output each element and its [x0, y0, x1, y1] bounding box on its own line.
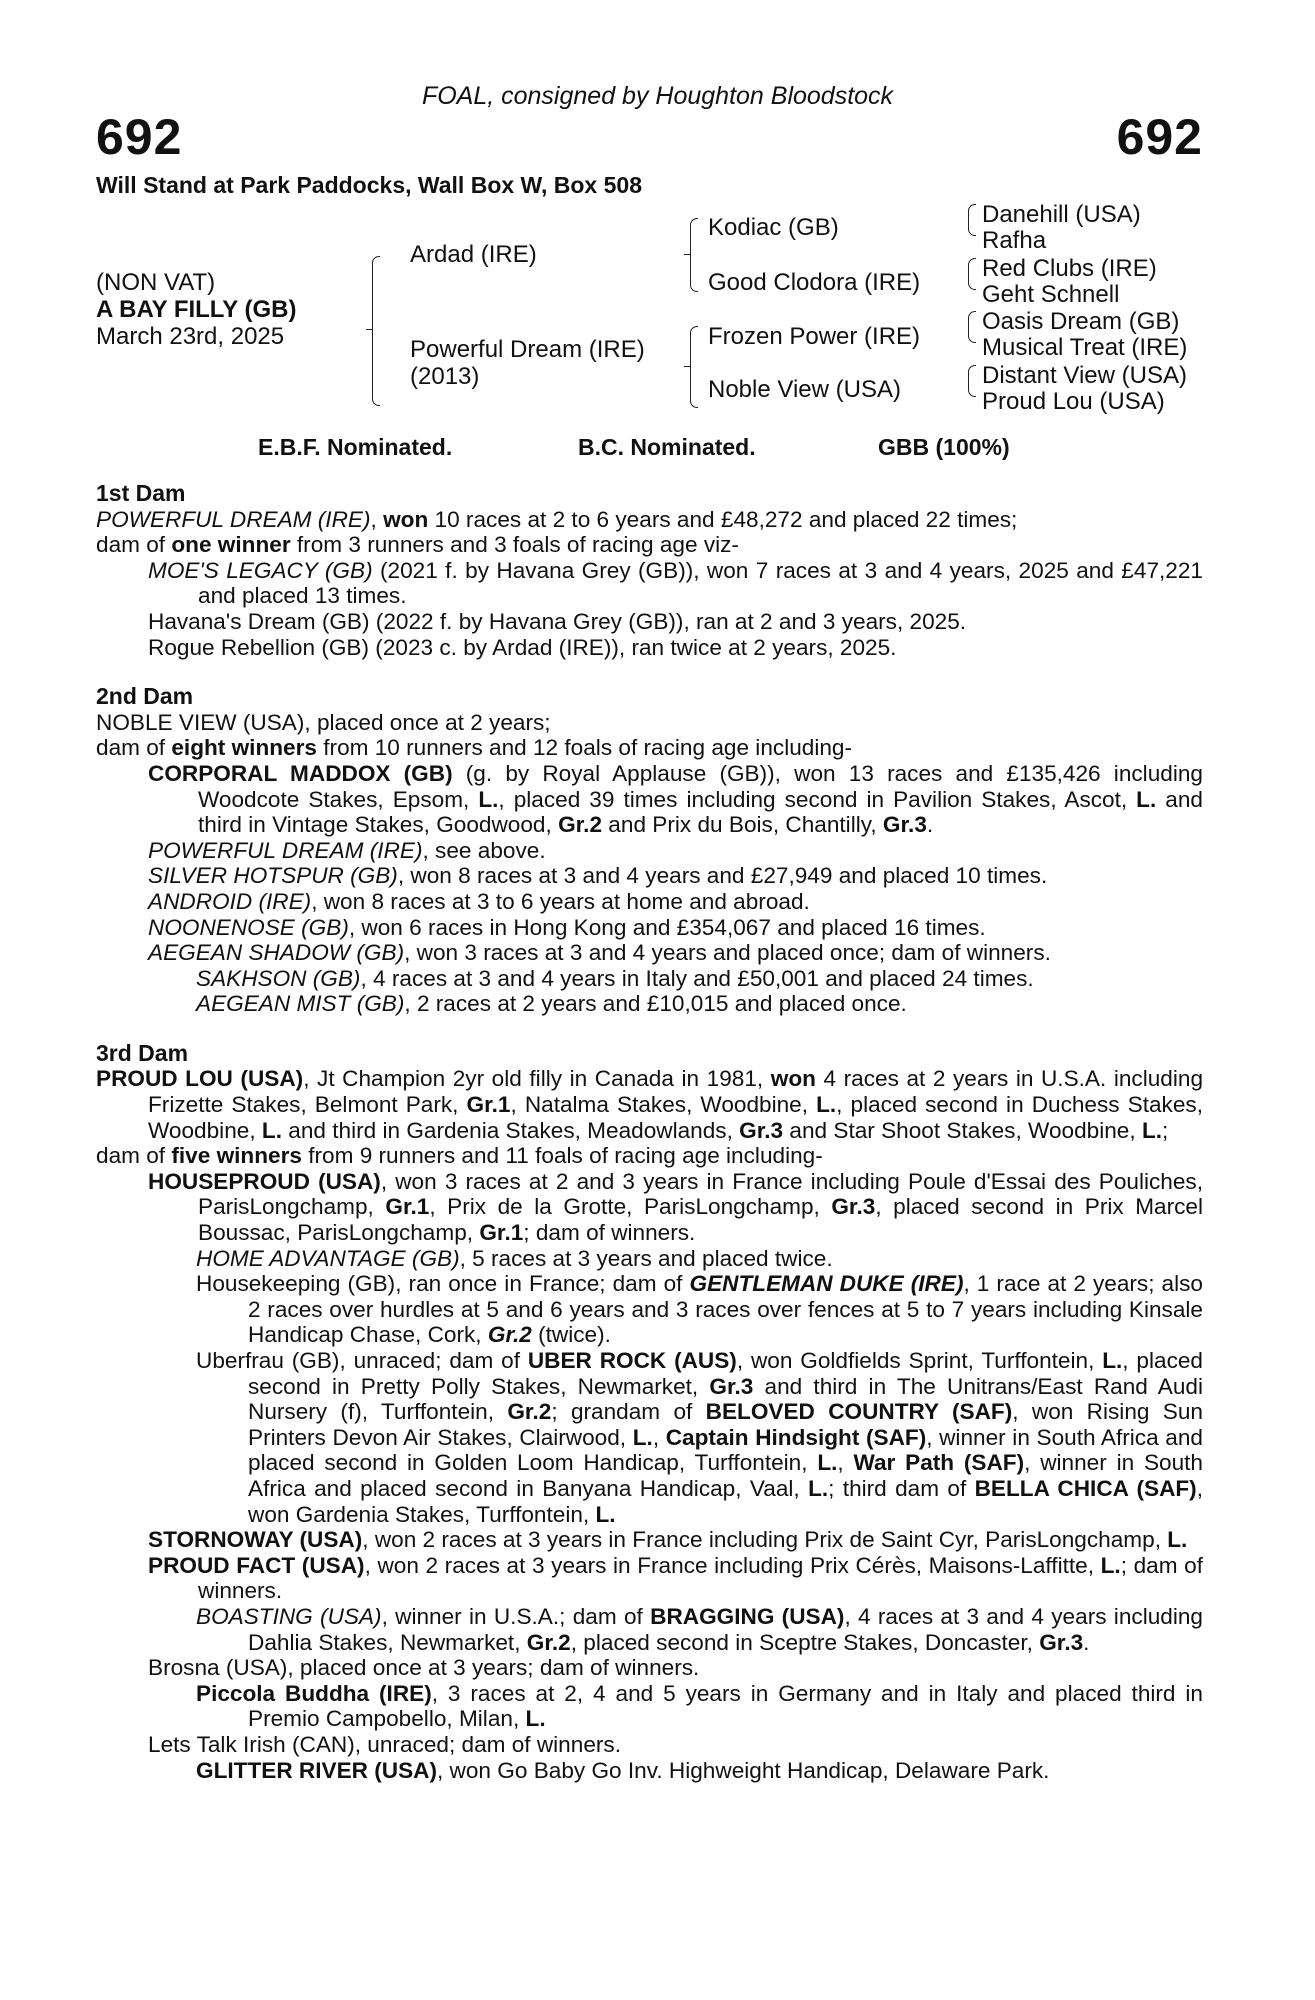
first-dam-foal: Havana's Dream (GB) (2022 f. by Havana Grey (GB)), ran at 2 and 3 years, 2025.	[148, 608, 967, 634]
lot-subject-name: A BAY FILLY (GB)	[96, 296, 297, 323]
produce-record	[96, 481, 1203, 1783]
brace-g3	[968, 311, 976, 343]
third-dam-foal: PROUD FACT (USA), won 2 races at 3 years in France including Prix Cérès, Maisons-Laffitte, L.; dam of winners.	[148, 1552, 1203, 1604]
second-dam-produce-summary: dam of eight winners from 10 runners and 12 foals of racing age including-	[96, 735, 853, 761]
dam-dam: Noble View (USA)	[708, 376, 901, 403]
stabling-location: Will Stand at Park Paddocks, Wall Box W, Box 508	[96, 172, 642, 198]
third-dam-foal: Brosna (USA), placed once at 3 years; dam of winners.	[148, 1655, 700, 1681]
gg-4: Geht Schnell	[982, 281, 1120, 308]
second-dam-foal: AEGEAN SHADOW (GB), won 3 races at 3 and 4 years and placed once; dam of winners.	[148, 940, 1051, 966]
dam: Powerful Dream (IRE)	[410, 336, 645, 363]
gbb-status: GBB (100%)	[878, 434, 1010, 460]
second-dam-foal: POWERFUL DREAM (IRE), see above.	[148, 837, 546, 863]
third-dam-foal: HOUSEPROUD (USA), won 3 races at 2 and 3 years in France including Poule d'Essai des Pouliches, ParisLongchamp, Gr.1, Prix de la Grotte, ParisLongchamp, Gr.3, placed second in Prix Marcel Boussac, ParisLongchamp, Gr.1; dam of winners.	[148, 1168, 1204, 1246]
second-dam-foal: ANDROID (IRE), won 8 races at 3 to 6 years at home and abroad.	[148, 888, 810, 914]
second-dam-foal: CORPORAL MADDOX (GB) (g. by Royal Applause (GB)), won 13 races and £135,426 including Woodcote Stakes, Epsom, L., placed 39 times including second in Pavilion Stakes, Ascot, L. and third in Vintage Stakes, Goodwood, Gr.2 and Prix du Bois, Chantilly, Gr.3.	[148, 760, 1203, 838]
sire-dam: Good Clodora (IRE)	[708, 269, 921, 296]
gg-8: Proud Lou (USA)	[982, 388, 1165, 415]
lot-number-right: 692	[1116, 109, 1203, 165]
third-dam-grandfoal: Uberfrau (GB), unraced; dam of UBER ROCK (AUS), won Goldfields Sprint, Turffontein, L., placed second in Pretty Polly Stakes, Newmarket, Gr.3 and third in The Unitrans/East Rand Audi Nursery (f), Turffontein, Gr.2; grandam of BELOVED COUNTRY (SAF), won Rising Sun Printers Devon Air Stakes, Clairwood, L., Captain Hindsight (SAF), winner in South Africa and placed second in Golden Loom Handicap, Turffontein, L., War Path (SAF), winner in South Africa and placed second in Banyana Handicap, Vaal, L.; third dam of BELLA CHICA (SAF), won Gardenia Stakes, Turffontein, L.	[196, 1348, 1204, 1527]
third-dam-foal: STORNOWAY (USA), won 2 races at 3 years in France including Prix de Saint Cyr, ParisLongchamp, L.	[148, 1527, 1188, 1553]
second-dam-grandfoal: AEGEAN MIST (GB), 2 races at 2 years and £10,015 and placed once.	[196, 991, 907, 1017]
foaling-date: March 23rd, 2025	[96, 323, 285, 350]
sire-sire: Kodiac (GB)	[708, 214, 839, 241]
gg-1: Danehill (USA)	[982, 201, 1141, 228]
brace-dam	[690, 326, 698, 408]
third-dam-grandfoal: Piccola Buddha (IRE), 3 races at 2, 4 and 5 years in Germany and in Italy and placed third in Premio Campobello, Milan, L.	[196, 1680, 1203, 1732]
brace-g1	[968, 204, 976, 236]
third-dam-foal: Lets Talk Irish (CAN), unraced; dam of winners.	[148, 1731, 621, 1757]
third-dam-grandfoal: Housekeeping (GB), ran once in France; dam of GENTLEMAN DUKE (IRE), 1 race at 2 years; also 2 races over hurdles at 5 and 6 years and 3 races over fences at 5 to 7 years including Kinsale Handicap Chase, Cork, Gr.2 (twice).	[196, 1271, 1203, 1348]
first-dam-foal: Rogue Rebellion (GB) (2023 c. by Ardad (IRE)), ran twice at 2 years, 2025.	[148, 634, 897, 660]
third-dam-grandfoal: HOME ADVANTAGE (GB), 5 races at 3 years and placed twice.	[196, 1245, 833, 1271]
first-dam-heading: 1st Dam	[96, 480, 186, 506]
gg-5: Oasis Dream (GB)	[982, 308, 1180, 335]
third-dam-grandfoal: GLITTER RIVER (USA), won Go Baby Go Inv. Highweight Handicap, Delaware Park.	[196, 1757, 1050, 1783]
brace-g4	[968, 365, 976, 397]
brace-g2	[968, 258, 976, 290]
vat-status: (NON VAT)	[96, 269, 216, 296]
second-dam-heading: 2nd Dam	[96, 683, 194, 710]
second-dam-foal: SILVER HOTSPUR (GB), won 8 races at 3 and 4 years and £27,949 and placed 10 times.	[148, 863, 1048, 889]
third-dam-heading: 3rd Dam	[96, 1039, 189, 1066]
second-dam-foal: NOONENOSE (GB), won 6 races in Hong Kong and £354,067 and placed 16 times.	[148, 914, 986, 940]
second-dam-race-record: NOBLE VIEW (USA), placed once at 2 years;	[96, 709, 551, 735]
gg-6: Musical Treat (IRE)	[982, 334, 1188, 361]
gg-7: Distant View (USA)	[982, 362, 1187, 389]
dam-sire: Frozen Power (IRE)	[708, 323, 921, 350]
brace-dam-point	[684, 366, 690, 367]
brace-subject-point	[366, 329, 372, 330]
third-dam-produce-summary: dam of five winners from 9 runners and 11 foals of racing age including-	[96, 1143, 823, 1169]
first-dam-foal: MOE'S LEGACY (GB) (2021 f. by Havana Grey (GB)), won 7 races at 3 and 4 years, 2025 and £47,221 and placed 13 times.	[148, 557, 1203, 609]
brace-sire	[690, 218, 698, 292]
first-dam-race-record: POWERFUL DREAM (IRE), won 10 races at 2 to 6 years and £48,272 and placed 22 times;	[96, 506, 1018, 532]
sire: Ardad (IRE)	[410, 241, 537, 268]
bc-nominated: B.C. Nominated.	[578, 434, 756, 460]
first-dam-produce-summary: dam of one winner from 3 runners and 3 foals of racing age viz-	[96, 532, 739, 558]
third-dam-grandfoal: BOASTING (USA), winner in U.S.A.; dam of BRAGGING (USA), 4 races at 3 and 4 years including Dahlia Stakes, Newmarket, Gr.2, placed second in Sceptre Stakes, Doncaster, Gr.3.	[196, 1603, 1203, 1655]
consignor-line: FOAL, consigned by Houghton Bloodstock	[421, 82, 894, 110]
gg-2: Rafha	[982, 227, 1047, 254]
lot-number-left: 692	[96, 109, 183, 165]
third-dam-race-record: PROUD LOU (USA), Jt Champion 2yr old filly in Canada in 1981, won 4 races at 2 years in U.S.A. including Frizette Stakes, Belmont Park, Gr.1, Natalma Stakes, Woodbine, L., placed second in Duchess Stakes, Woodbine, L. and third in Gardenia Stakes, Meadowlands, Gr.3 and Star Shoot Stakes, Woodbine, L.;	[96, 1066, 1204, 1143]
brace-sire-point	[684, 254, 690, 255]
gg-3: Red Clubs (IRE)	[982, 255, 1157, 282]
ebf-nominated: E.B.F. Nominated.	[258, 434, 453, 460]
second-dam-grandfoal: SAKHSON (GB), 4 races at 3 and 4 years in Italy and £50,001 and placed 24 times.	[196, 965, 1034, 991]
dam-foaling-year: (2013)	[410, 363, 480, 390]
brace-subject	[372, 256, 380, 406]
